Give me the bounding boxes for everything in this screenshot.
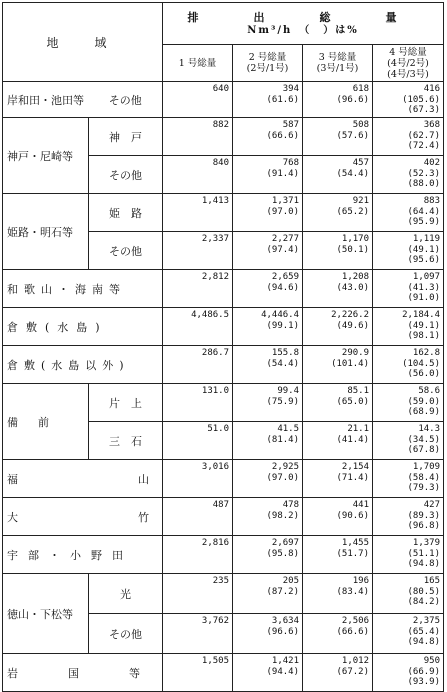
- value-c1: 487: [163, 498, 233, 536]
- region-cell: 宇部・小野田: [3, 536, 163, 574]
- value-c2: 2,659 (94.6): [233, 270, 303, 308]
- value-c3: 1,170 (50.1): [303, 232, 373, 270]
- subregion-cell: その他: [89, 232, 163, 270]
- value-c4: 2,375 (65.4) (94.8): [373, 614, 444, 654]
- value-c3: 508 (57.6): [303, 118, 373, 156]
- subregion-cell: 三 石: [89, 422, 163, 460]
- value-c4: 14.3 (34.5) (67.8): [373, 422, 444, 460]
- region-cell: 神戸・尼崎等: [3, 118, 89, 194]
- value-c3: 457 (54.4): [303, 156, 373, 194]
- value-c2: 155.8 (54.4): [233, 346, 303, 384]
- subregion-cell: その他: [89, 156, 163, 194]
- value-c2: 4,446.4 (99.1): [233, 308, 303, 346]
- region-cell: 福山: [3, 460, 163, 498]
- value-c4: 368 (62.7) (72.4): [373, 118, 444, 156]
- header-emission: [163, 3, 444, 45]
- value-c4: 427 (89.3) (96.8): [373, 498, 444, 536]
- region-cell: 大竹: [3, 498, 163, 536]
- subregion-cell: 姫 路: [89, 194, 163, 232]
- value-c3: 1,208 (43.0): [303, 270, 373, 308]
- value-c2: 99.4 (75.9): [233, 384, 303, 422]
- value-c3: 21.1 (41.4): [303, 422, 373, 460]
- subregion-cell: 光: [89, 574, 163, 614]
- value-c2: 2,277 (97.4): [233, 232, 303, 270]
- region-header-label: 地 域: [46, 35, 119, 50]
- table-row: [3, 498, 444, 536]
- subregion-cell: 片 上: [89, 384, 163, 422]
- value-c3: 85.1 (65.0): [303, 384, 373, 422]
- value-c1: 1,413: [163, 194, 233, 232]
- value-c3: 196 (83.4): [303, 574, 373, 614]
- region-cell: 岩国等: [3, 654, 163, 692]
- value-c3: 921 (65.2): [303, 194, 373, 232]
- subregion-cell: その他: [89, 82, 163, 118]
- value-c4: 162.8 (104.5) (56.0): [373, 346, 444, 384]
- value-c2: 478 (98.2): [233, 498, 303, 536]
- value-c1: 3,762: [163, 614, 233, 654]
- header-region: [3, 3, 163, 82]
- table-row: [3, 460, 444, 498]
- unit-label: Nm³/h （ ）は%: [247, 24, 359, 36]
- value-c4: 1,097 (41.3) (91.0): [373, 270, 444, 308]
- value-c1: 286.7: [163, 346, 233, 384]
- value-c3: 2,154 (71.4): [303, 460, 373, 498]
- value-c2: 394 (61.6): [233, 82, 303, 118]
- value-c1: 640: [163, 82, 233, 118]
- value-c2: 2,697 (95.8): [233, 536, 303, 574]
- value-c3: 618 (96.6): [303, 82, 373, 118]
- table-row: [3, 270, 444, 308]
- emissions-table-page: [2, 2, 443, 692]
- table-row: [3, 346, 444, 384]
- value-c2: 768 (91.4): [233, 156, 303, 194]
- value-c3: 290.9 (101.4): [303, 346, 373, 384]
- col-header-1: 1 号総量: [163, 45, 233, 82]
- value-c2: 1,371 (97.0): [233, 194, 303, 232]
- col-header-2: 2 号総量 (2号/1号): [233, 45, 303, 82]
- value-c4: 58.6 (59.0) (68.9): [373, 384, 444, 422]
- value-c4: 1,119 (49.1) (95.6): [373, 232, 444, 270]
- region-cell: 徳山・下松等: [3, 574, 89, 654]
- value-c2: 1,421 (94.4): [233, 654, 303, 692]
- value-c1: 2,337: [163, 232, 233, 270]
- table-row: [3, 194, 444, 232]
- value-c4: 950 (66.9) (93.9): [373, 654, 444, 692]
- emission-total-label: 排 出 総 量: [187, 10, 419, 24]
- value-c2: 3,634 (96.6): [233, 614, 303, 654]
- value-c1: 4,486.5: [163, 308, 233, 346]
- table-row: [3, 308, 444, 346]
- region-cell: 岸和田・池田等: [3, 82, 89, 118]
- value-c2: 2,925 (97.0): [233, 460, 303, 498]
- value-c4: 416 (105.6) (67.3): [373, 82, 444, 118]
- value-c3: 2,506 (66.6): [303, 614, 373, 654]
- col-header-3: 3 号総量 (3号/1号): [303, 45, 373, 82]
- table-row: [3, 574, 444, 614]
- subregion-cell: 神 戸: [89, 118, 163, 156]
- table-row: [3, 82, 444, 118]
- region-cell: 和歌山・海南等: [3, 270, 163, 308]
- value-c1: 2,812: [163, 270, 233, 308]
- region-cell: 倉敷(水島): [3, 308, 163, 346]
- value-c3: 1,012 (67.2): [303, 654, 373, 692]
- region-cell: 姫路・明石等: [3, 194, 89, 270]
- value-c4: 1,379 (51.1) (94.8): [373, 536, 444, 574]
- value-c3: 1,455 (51.7): [303, 536, 373, 574]
- value-c2: 205 (87.2): [233, 574, 303, 614]
- emissions-table: [2, 2, 444, 692]
- table-row: [3, 118, 444, 156]
- value-c1: 840: [163, 156, 233, 194]
- value-c4: 883 (64.4) (95.9): [373, 194, 444, 232]
- region-cell: 備前: [3, 384, 89, 460]
- subregion-cell: その他: [89, 614, 163, 654]
- table-row: [3, 384, 444, 422]
- table-row: [3, 536, 444, 574]
- col-header-4: 4 号総量 (4号/2号) (4号/3号): [373, 45, 444, 82]
- value-c1: 1,505: [163, 654, 233, 692]
- region-cell: 倉敷(水島以外): [3, 346, 163, 384]
- value-c4: 2,184.4 (49.1) (98.1): [373, 308, 444, 346]
- value-c2: 587 (66.6): [233, 118, 303, 156]
- value-c1: 235: [163, 574, 233, 614]
- value-c1: 3,016: [163, 460, 233, 498]
- value-c3: 2,226.2 (49.6): [303, 308, 373, 346]
- value-c3: 441 (90.6): [303, 498, 373, 536]
- header-row-top: [3, 3, 444, 45]
- value-c1: 2,816: [163, 536, 233, 574]
- value-c1: 882: [163, 118, 233, 156]
- value-c4: 402 (52.3) (88.0): [373, 156, 444, 194]
- table-row: [3, 654, 444, 692]
- value-c2: 41.5 (81.4): [233, 422, 303, 460]
- value-c4: 1,709 (58.4) (79.3): [373, 460, 444, 498]
- value-c4: 165 (80.5) (84.2): [373, 574, 444, 614]
- value-c1: 51.0: [163, 422, 233, 460]
- value-c1: 131.0: [163, 384, 233, 422]
